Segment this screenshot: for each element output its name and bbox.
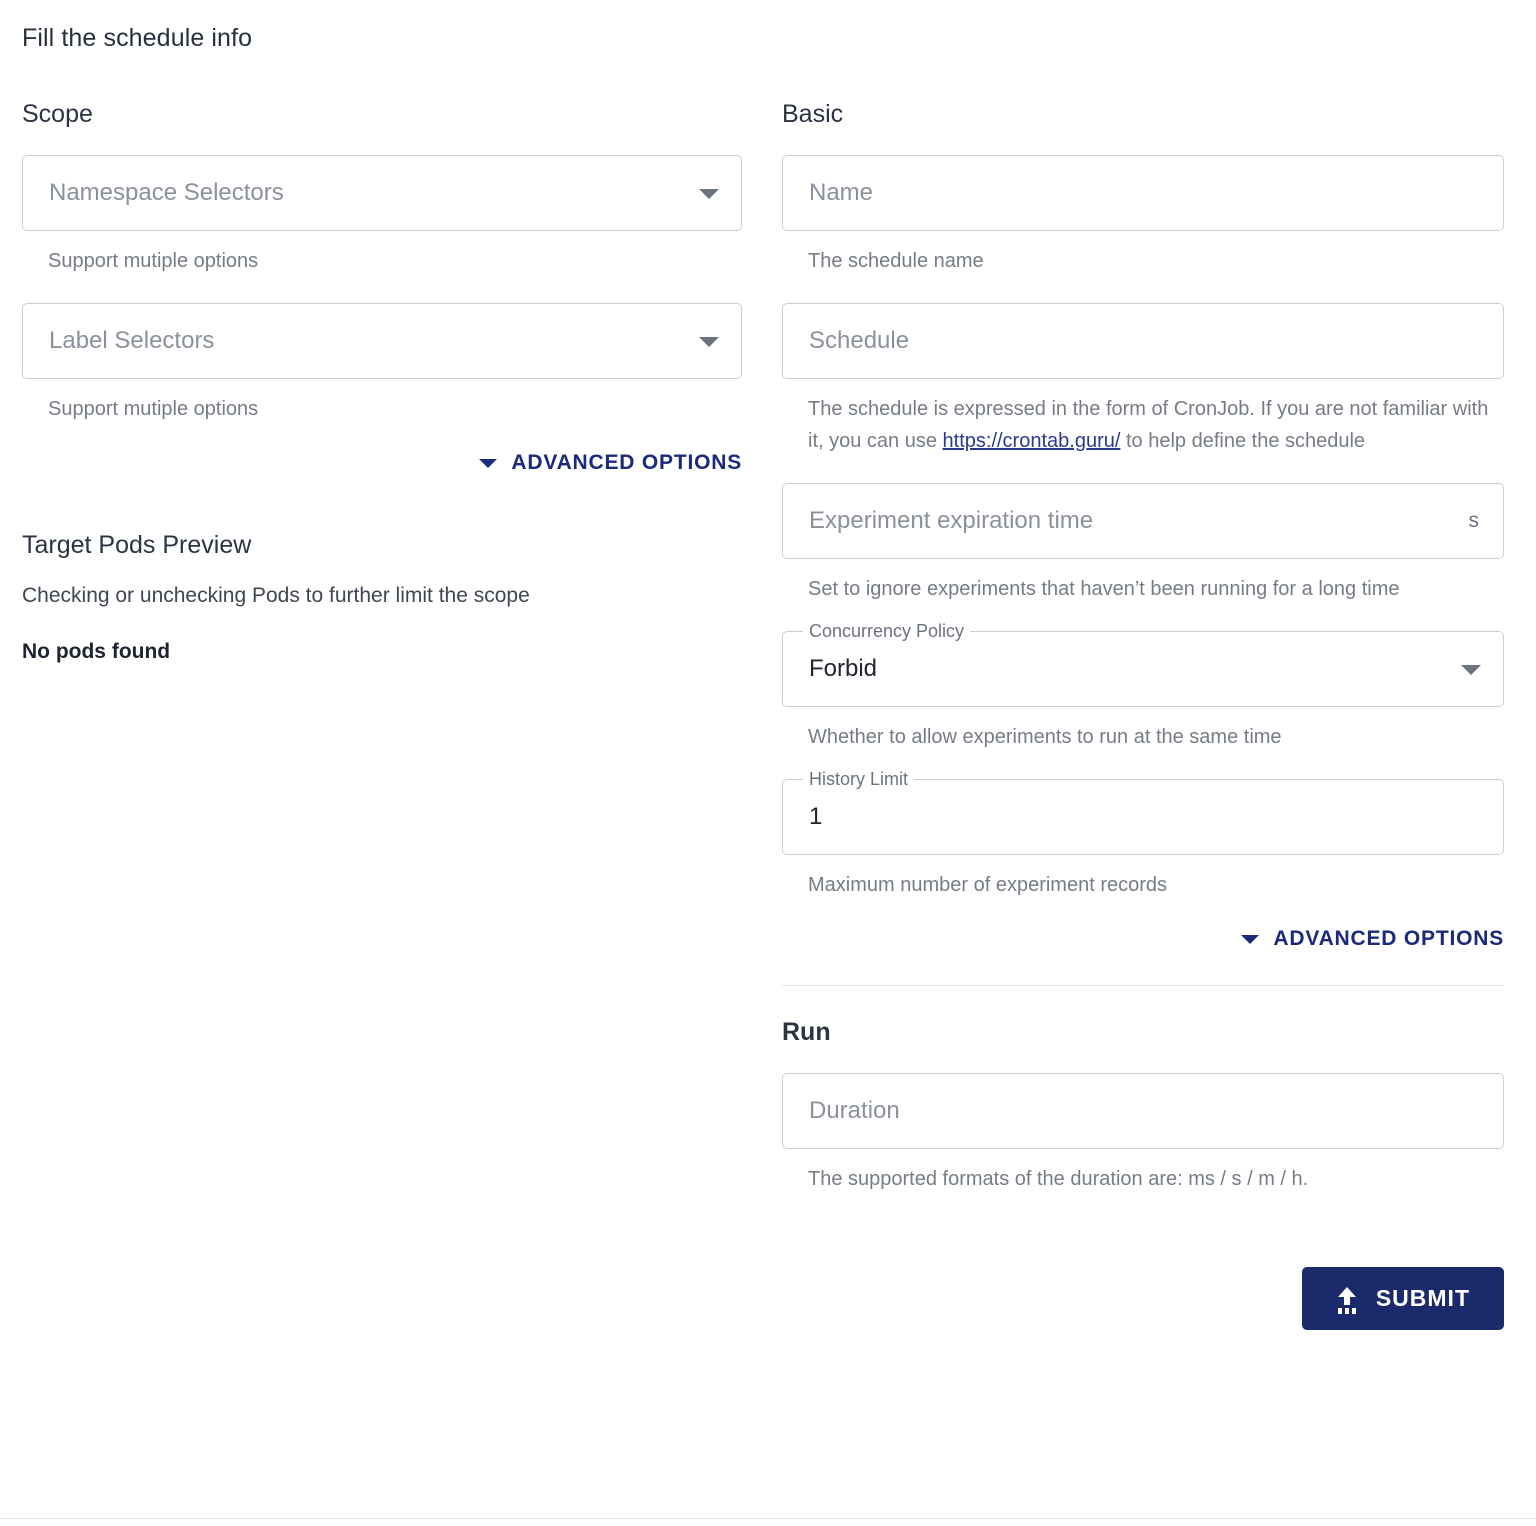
expiration-input-wrapper[interactable] [782, 483, 1504, 559]
name-field [782, 155, 1504, 277]
expiration-helper: Set to ignore experiments that haven’t been running for a long time [808, 578, 1400, 600]
expiration-field [782, 483, 1504, 605]
duration-input-placeholder: Duration [809, 1097, 900, 1124]
scope-advanced-options-label: ADVANCED OPTIONS [511, 451, 742, 474]
label-selectors-select[interactable] [22, 303, 742, 379]
scope-column [0, 100, 766, 1330]
name-input-wrapper[interactable] [782, 155, 1504, 231]
schedule-field [782, 303, 1504, 457]
history-limit-field [782, 769, 1504, 901]
name-input-placeholder: Name [809, 179, 874, 206]
history-limit-legend: History Limit [803, 769, 914, 790]
schedule-helper-part2: to help define the schedule [1120, 430, 1366, 452]
concurrency-policy-helper: Whether to allow experiments to run at the same time [808, 726, 1282, 748]
upload-icon [1336, 1287, 1358, 1311]
label-selectors-placeholder: Label Selectors [49, 327, 215, 354]
bottom-bar [0, 1518, 1536, 1526]
history-limit-value: 1 [809, 803, 823, 830]
basic-advanced-options-toggle[interactable] [782, 927, 1504, 951]
label-selectors-helper: Support mutiple options [48, 398, 259, 420]
schedule-input-placeholder: Schedule [809, 327, 910, 354]
namespace-selectors-placeholder: Namespace Selectors [49, 179, 284, 206]
schedule-input-wrapper[interactable] [782, 303, 1504, 379]
history-limit-input-wrapper[interactable] [782, 769, 1504, 855]
concurrency-policy-field [782, 621, 1504, 753]
chevron-down-icon [1461, 665, 1481, 675]
crontab-guru-link[interactable]: https://crontab.guru/ [942, 430, 1121, 452]
schedule-helper-part1: The schedule is expressed in the form of CronJob. If you are not familiar with it, you can use [808, 398, 1489, 452]
namespace-selectors-select[interactable] [22, 155, 742, 231]
label-selectors-field [22, 303, 742, 425]
target-pods-preview-description: Checking or unchecking Pods to further limit the scope [22, 584, 530, 607]
scope-advanced-options-toggle[interactable] [22, 451, 742, 475]
history-limit-helper: Maximum number of experiment records [808, 874, 1168, 896]
page-title: Fill the schedule info [22, 24, 253, 52]
section-divider [782, 985, 1504, 986]
concurrency-policy-select[interactable] [782, 621, 1504, 707]
chevron-down-icon [699, 337, 719, 347]
duration-field [782, 1073, 1504, 1195]
name-helper: The schedule name [808, 250, 984, 272]
expiration-input-placeholder: Experiment expiration time [809, 507, 1094, 534]
no-pods-found-message: No pods found [22, 640, 171, 663]
schedule-helper [808, 393, 1504, 457]
namespace-selectors-field [22, 155, 742, 277]
chevron-down-icon [479, 459, 497, 468]
expiration-unit-suffix: s [1468, 509, 1479, 532]
duration-helper: The supported formats of the duration are: ms / s / m / h. [808, 1168, 1309, 1190]
chevron-down-icon [699, 189, 719, 199]
basic-section-title: Basic [782, 100, 844, 128]
submit-row [782, 1267, 1504, 1330]
concurrency-policy-legend: Concurrency Policy [803, 621, 970, 642]
duration-input-wrapper[interactable] [782, 1073, 1504, 1149]
basic-column [766, 100, 1536, 1330]
submit-button[interactable] [1302, 1267, 1504, 1330]
concurrency-policy-value: Forbid [809, 655, 878, 682]
basic-advanced-options-label: ADVANCED OPTIONS [1273, 927, 1504, 950]
namespace-selectors-helper: Support mutiple options [48, 250, 259, 272]
scope-section-title: Scope [22, 100, 93, 128]
target-pods-preview-title: Target Pods Preview [22, 531, 252, 559]
form-columns [0, 100, 1536, 1330]
submit-button-label: SUBMIT [1375, 1285, 1470, 1311]
chevron-down-icon [1241, 935, 1259, 944]
run-section-title: Run [782, 1018, 831, 1046]
